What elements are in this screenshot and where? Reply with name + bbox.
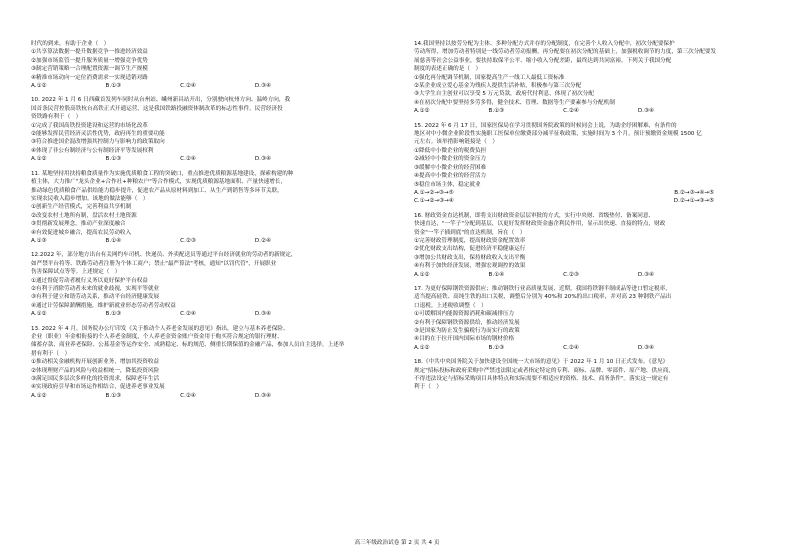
question-10-stem: 10. 2022 年 1 月 6 日西藏首发列车同时从台州站、嵊州新昌站开出，分别驶向杭州方向、温岭方向，我 <box>31 97 291 104</box>
question-12-item: ②有利于消除劳动者未来的就业歧视，实现平等就业 <box>31 285 160 292</box>
question-14-choices <box>414 107 654 115</box>
question-14-stem-line: 制度的表述正确的是（ ） <box>414 66 482 73</box>
page-footer: 高三年级政治试卷 第 2 页 共 4 页 <box>354 540 440 546</box>
question-17-stem-line: 口退税。上述税收调整（ ） <box>414 302 487 309</box>
choice-c: C.②③ <box>563 271 579 278</box>
question-12-stem-line: 伤害保障试点等等。上述规定（ ） <box>31 269 121 276</box>
question-13-stem: 13. 2022 年 4 月，国务院办公厅印发《关于推动个人养老金发展的意见》指出，建立与基本养老保险、 <box>31 325 289 332</box>
choice-a: A.①③ <box>31 237 47 244</box>
choice-c: C.②④ <box>180 83 196 90</box>
question-15-item: ④提高中小微企业的经营活力 <box>414 173 487 180</box>
question-13-choices <box>31 392 271 400</box>
question-17-item: ③是国家为防止发生骗税行为而实行的政策 <box>414 328 520 334</box>
question-11-item: ①创新生产经营模式，完善利益共享机制 <box>31 204 132 211</box>
intro-option: ④精准市场动向一定位消费需求一实现适销对路 <box>31 74 148 81</box>
question-16-choices <box>414 271 654 279</box>
question-15-choices <box>414 189 714 197</box>
question-14-stem-line: 劳动所得，增加劳动者特别是一线劳动者劳动报酬，再分配要在初次分配的基础上，加强税收调节的力度，第三次分配要发 <box>414 49 717 56</box>
question-11-item: ②改变农村土地所有制，盘活农村土地资源 <box>31 212 137 219</box>
choice-b: B.①③ <box>105 156 122 163</box>
choice-c: C.②③ <box>180 237 196 244</box>
question-18-stem-line: 利于（ ） <box>414 384 442 391</box>
question-11-item: ④有效促进城乡融合，提高农民劳动收入 <box>31 229 132 236</box>
question-16-stem-line: 快速直达，"一竿子"分配到基层，以更好发挥财政资金惠企利民作用，显示出快速、直接的特点，财政 <box>414 221 666 228</box>
question-13-stem-line: 企业（职业）年金相衔接的个人养老金制度，个人养老金资金账户资金用于购买符合规定的银行理财、 <box>31 334 283 340</box>
question-10-item: ②能够发挥民营经济灵活性优势，政府再生的重要功能 <box>31 131 165 138</box>
choice-d: D.③④ <box>254 156 271 163</box>
choice-b: B.①③ <box>488 108 505 115</box>
question-16-item: ③增加公共财政支出，保持财政收入支出平衡 <box>414 254 526 261</box>
question-12-item: ④通过计劳保障薪酬措施，维护新就业形态劳动者劳动权益 <box>31 302 176 309</box>
question-12-stem: 12.2022 年，部分地方出台有关网约车司机、快递员、外卖配送员等通过平台经济就业的劳动者的新规定， <box>31 252 297 259</box>
question-14-item: ②某企业成立爱心基金为残疾人提供生活补贴，积极参与第三次分配 <box>414 83 582 90</box>
question-16-item: ①完善财政管理制度，提高财政资金配置效率 <box>414 237 526 244</box>
question-16-item: ②优化财政支出结构，促进经济平稳健康运行 <box>414 246 526 253</box>
question-13-item: ④实现政府引导和市场运作相结合，促进养老事业发展 <box>31 384 165 391</box>
choice-b: B.①③ <box>488 344 505 351</box>
question-10-item: ④体现了非公有制经济与公有制经济平等发展权利 <box>31 147 154 154</box>
question-12-item: ①通过督促劳动者履行义务以更好保护平台权益 <box>31 277 148 284</box>
choice-c: C.②④ <box>563 344 579 351</box>
intro-option: ①共享算法数据一提升数据竞争一推进经济效益 <box>31 49 148 56</box>
question-13-stem-line: 储蓄存款、商业养老保险、公募基金等运作安全、成熟稳定、标的规范、侧重长期保值的金融产品，参加人员自主选择。上述举 <box>31 342 345 349</box>
choice-b: B.①④ <box>105 237 122 244</box>
question-14-stem: 14.我国坚持以按劳分配为主体、多种分配方式并存的分配制度，在完善个人收入分配中，初次分配要保护 <box>414 41 675 47</box>
question-17-stem-line: 适当提高硅铁、高纯生铁的出口关税，调整后分别为 40%和 20%的出口税率，并对高 23 种钢铁产品出 <box>414 294 672 301</box>
left-column <box>31 40 387 400</box>
question-11-item: ③贯彻新发展理念，推动产业深度融合 <box>31 221 126 228</box>
question-11-stem-line: 推动绿色优质粮食产品供给能力稳步提升，促进农产品从原材料到加工、从生产到销售等多环节关联， <box>31 187 283 194</box>
choice-d: D.③④ <box>254 83 271 90</box>
choice-d: D.③④ <box>254 392 271 399</box>
question-11-stem: 11. 某地坚持用扶持粮食质量作为实施优质粮食工程的突破口，重点推进优质粮源基地建设，探索构建的种 <box>31 170 294 177</box>
choice-c: C.①→②→③→④ <box>414 198 454 205</box>
choice-d: D.③④ <box>637 271 654 278</box>
intro-line: 时代的到来，有助于企业（ ） <box>31 41 110 47</box>
choice-c: C.②④ <box>180 392 196 399</box>
question-14-stem-line: 展慈善等社会公益事业，要扶持取保平公平、缩小收入分配差距，最终达到共同富裕。下列关于我国分配 <box>414 57 672 64</box>
question-11-choices <box>31 237 271 245</box>
choice-c: C.②④ <box>563 108 579 115</box>
choice-a: A.①② <box>31 83 47 90</box>
question-13-item: ②体现理财产品的风险与收益相统一，降低投资风险 <box>31 367 160 374</box>
question-18-stem-line: 不得违法设定与招标采购项目具体特点和实际需要不相适应的资格、技术、商务条件"。落实这一规定有 <box>414 376 669 383</box>
choice-a: A.①② <box>31 156 47 163</box>
choice-a: A.①② <box>31 392 47 399</box>
choice-d: D.③④ <box>254 311 271 318</box>
question-17-choices <box>414 344 654 352</box>
choice-a: A.①② <box>414 344 430 351</box>
choice-d: D.③④ <box>637 344 654 351</box>
question-11-stem-line: 植主体，大力推广"龙头企业+合作社+种粮农户"等合作模式，实现优质粮源基地面积、产量快速增长， <box>31 179 287 186</box>
question-13-stem-line: 措有利于（ ） <box>31 350 71 357</box>
choice-c: C.②④ <box>180 311 196 318</box>
question-10-item: ①完成了我国高铁投资建设和运营的市场化改革 <box>31 122 148 129</box>
question-12-item: ③有利于建立和谐劳动关系，推动平台经济健康发展 <box>31 294 160 301</box>
choice-d: D.②④ <box>254 237 271 244</box>
question-11-stem-line: 实现农民收入稳步增加。该地的做法能够（ ） <box>31 195 149 202</box>
intro-answer-choices <box>31 82 271 90</box>
question-18-stem: 18.《中共中央国务院关于加快建设全国统一大市场的意见》于 2022 年 1 月 10 日正式发布。《意见》 <box>414 359 669 366</box>
question-10-choices <box>31 155 271 163</box>
choice-a: A.①② <box>31 311 47 318</box>
question-15-stem: 15. 2022 年 6 月 17 日，国家医保局在学习贯彻国务院政策的时候同会上说，为助企纾困解难，有条件的 <box>414 122 677 129</box>
right-column <box>414 40 770 392</box>
question-10-stem-line: 国首条民营控股高铁杭台高铁正式开通运营，这是我国铁路投融资体制改革的标志性事件。民营经济投 <box>31 105 283 112</box>
intro-option: ③制定营销策略一合理配置资源一调节生产规模 <box>31 66 148 73</box>
question-14-item: ③大学生自主创业可以享受 5 万元贷款，政府代付利息，体现了初次分配 <box>414 91 594 98</box>
question-12-stem-line: 如严禁平台将等、铁路劳动者注册为个体工商户；禁止"最严算法"考核，通知"以罚代管"，开展职业 <box>31 260 277 267</box>
question-12-choices <box>31 310 271 318</box>
question-10-stem-line: 资铁路有利于（ ） <box>31 114 82 121</box>
question-14-item: ①强化再分配调节机制，国家提高生产一线工人最低工资标准 <box>414 74 565 81</box>
question-16-stem: 16. 财政资金直达机制，即将支出财政资金层层审批的方式，实行中央财、省级垫付、备案同意、 <box>414 212 655 219</box>
question-15-item: ⑤稳住市场主体，稳定就业 <box>414 181 481 188</box>
question-15-stem-line: 地区对中小微企业阶段性实施职工医保单位缴费部分减半征收政策，实施时间为 3 个月，预计预缴资金规模 1500 亿 <box>414 131 702 138</box>
choice-d: D.②→①→③→⑤ <box>673 198 714 205</box>
question-14-item: ④在初次分配中要坚持多劳多得，健全技术、管理、数据等生产要素参与分配机制 <box>414 99 615 106</box>
question-15-item: ②减轻中小微企业的资金压力 <box>414 156 487 163</box>
choice-a: A.①→②→③→⑤ <box>414 189 454 196</box>
choice-a: A.①② <box>414 271 430 278</box>
choice-b: B.①③ <box>105 392 122 399</box>
question-15-choices-row2 <box>414 197 714 205</box>
choice-b: B.①③ <box>105 311 122 318</box>
choice-a: A.①② <box>414 108 430 115</box>
question-17-item: ④目的在于拉开国内国际市场的钢材价格 <box>414 336 515 343</box>
question-16-stem-line: 资金"一竿子插到底"的直达机制，旨在（ ） <box>414 229 526 236</box>
question-16-item: ④有利于加快经济发展，增强宏观调控的效果 <box>414 263 526 270</box>
question-17-item: ①可缓解国内能源资源消耗和碳减排压力 <box>414 311 515 318</box>
question-15-stem-line: 元左右。该举措影响链接是（ ） <box>414 139 498 146</box>
question-15-item: ①降低中小微企业的税费负担 <box>414 147 487 154</box>
question-18-stem-line: 规定"招标投标和政府采购中严禁违法限定或者指定特定的专利、商标、品牌、零部件、原产地、供应商， <box>414 367 674 374</box>
choice-b: B.①③ <box>105 83 122 90</box>
question-17-item: ②有利于保障钢铁资源供给，推动经济发展 <box>414 319 520 326</box>
choice-d: D.③④ <box>637 108 654 115</box>
question-13-item: ③满足国民多层次多样化的投资需求，保障老年生活 <box>31 376 160 383</box>
intro-option: ②加强市场监管一提升服务质量一增强竞争优势 <box>31 57 148 64</box>
choice-b: B.②→③→④→⑤ <box>674 189 714 196</box>
question-13-item: ①推动相关金融机构开展创新业务，增加其投资收益 <box>31 359 160 366</box>
choice-b: B.①④ <box>488 271 505 278</box>
question-15-item: ③缓解中小微企业的经营困难 <box>414 164 487 171</box>
question-10-item: ③符合推进国企混改增强其控制力与影响力的政策取向 <box>31 139 165 146</box>
choice-c: C.②④ <box>180 156 196 163</box>
question-17-stem: 17. 为更好保障钢铁资源供应；推动钢铁行业高质量发展，近期，我国将铁钢半制成品等进口暂定税率， <box>414 285 671 292</box>
